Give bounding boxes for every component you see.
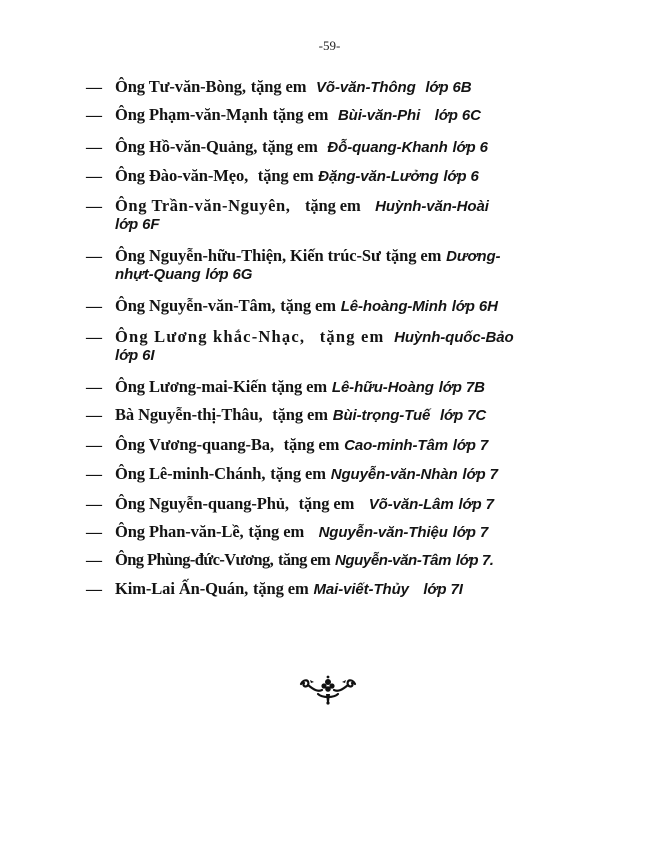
recipient-name: Đỗ-quang-Khanh	[327, 139, 448, 156]
recipient-name: Nguyễn-văn-Nhàn	[330, 466, 458, 483]
class-label: lớp 6	[443, 168, 479, 185]
donor-name: Bà Nguyễn-thị-Thâu,	[115, 405, 263, 424]
donor-name: Ông Nguyễn-văn-Tâm,	[115, 296, 276, 315]
recipient-name: Mai-viết-Thủy	[313, 581, 409, 598]
recipient-name: Võ-văn-Lâm	[368, 496, 454, 513]
donation-verb: tặng em	[272, 405, 328, 424]
donation-verb: tặng em	[298, 494, 355, 513]
recipient-name: Dương-	[446, 248, 501, 265]
em-dash: —	[86, 139, 102, 156]
donor-name: Ông Lương khắc-Nhạc,	[115, 327, 306, 346]
class-label: lớp 7.	[455, 552, 494, 569]
list-item	[86, 579, 562, 598]
class-label: lớp 7I	[423, 581, 463, 598]
donor-name: Ông Phùng-đức-Vương,	[115, 550, 274, 569]
class-label: lớp 6	[452, 139, 488, 156]
recipient-name: Huỳnh-quốc-Bảo	[394, 329, 514, 346]
donation-verb: tặng em	[283, 435, 340, 454]
class-label: lớp 6G	[205, 266, 253, 283]
class-label: lớp 6H	[451, 298, 498, 315]
donor-name: Ông Đào-văn-Mẹo,	[115, 166, 249, 185]
list-item	[86, 196, 562, 234]
em-dash: —	[86, 329, 102, 346]
em-dash: —	[86, 581, 102, 598]
em-dash: —	[86, 437, 102, 454]
recipient-name: Lê-hữu-Hoàng	[331, 379, 434, 396]
list-item	[86, 464, 562, 483]
floral-ornament-icon	[296, 672, 360, 706]
recipient-name: Huỳnh-văn-Hoài	[375, 198, 489, 215]
list-item	[86, 327, 562, 365]
list-item	[86, 435, 562, 454]
donation-verb: tặng em	[319, 327, 385, 346]
class-label: lớp 6C	[434, 107, 481, 124]
recipient-name: Nguyễn-văn-Thiệu	[318, 524, 448, 541]
page-number: -59-	[318, 38, 341, 53]
donation-verb: tặng em	[262, 137, 318, 156]
donation-verb: tặng em	[385, 246, 442, 265]
donor-name: Ông Phan-văn-Lề,	[115, 522, 244, 541]
list-item	[86, 105, 562, 124]
donation-verb: tặng em	[270, 464, 326, 483]
donor-name: Ông Phạm-văn-Mạnh	[115, 105, 268, 124]
donor-name: Ông Lê-minh-Chánh,	[115, 464, 266, 483]
donation-verb: tặng em	[280, 296, 336, 315]
donor-name: Ông Nguyễn-quang-Phủ,	[115, 494, 289, 513]
class-label: lớp 6B	[425, 79, 472, 96]
recipient-name: Cao-minh-Tâm	[344, 437, 448, 454]
em-dash: —	[86, 466, 102, 483]
recipient-name: Võ-văn-Thông	[316, 79, 416, 96]
class-label: lớp 6I	[115, 347, 155, 364]
donor-name: Ông Tư-văn-Bòng,	[115, 77, 246, 96]
recipient-name: Đặng-văn-Lưởng	[318, 168, 439, 185]
list-item	[86, 377, 562, 396]
donation-verb: tặng em	[272, 105, 329, 124]
donation-verb: tặng em	[305, 196, 361, 215]
class-label: lớp 7	[462, 466, 498, 483]
donor-name: Ông Lương-mai-Kiến	[115, 377, 267, 396]
em-dash: —	[86, 407, 102, 424]
list-item	[86, 166, 562, 185]
donor-name: Ông Vương-quang-Ba,	[115, 435, 274, 454]
donation-verb: tặng em	[257, 166, 314, 185]
donation-verb: tặng em	[250, 77, 307, 96]
list-item	[86, 137, 562, 156]
donation-verb: tặng em	[271, 377, 328, 396]
recipient-name-cont: nhựt-Quang	[115, 266, 201, 283]
em-dash: —	[86, 524, 102, 541]
em-dash: —	[86, 379, 102, 396]
recipient-name: Bùi-trọng-Tuế	[332, 407, 431, 424]
list-item	[86, 494, 562, 513]
recipient-name: Lê-hoàng-Minh	[340, 298, 447, 315]
list-item	[86, 550, 562, 569]
em-dash: —	[86, 298, 102, 315]
list-item	[86, 405, 562, 424]
em-dash: —	[86, 248, 102, 265]
donation-verb: tặng em	[248, 522, 305, 541]
class-label: lớp 7	[452, 524, 489, 541]
donation-verb: tăng em	[277, 550, 331, 569]
em-dash: —	[86, 168, 102, 185]
em-dash: —	[86, 79, 102, 96]
class-label: lớp 7B	[438, 379, 485, 396]
em-dash: —	[86, 552, 102, 569]
class-label: lớp 6F	[115, 216, 160, 233]
em-dash: —	[86, 107, 102, 124]
class-label: lớp 7	[458, 496, 494, 513]
list-item	[86, 296, 562, 315]
donation-verb: tặng em	[253, 579, 309, 598]
class-label: lớp 7C	[439, 407, 487, 424]
em-dash: —	[86, 198, 102, 215]
list-item	[86, 522, 562, 541]
class-label: lớp 7	[452, 437, 489, 454]
donor-name: Ông Nguyễn-hữu-Thiện, Kiến trúc-Sư	[115, 246, 381, 265]
em-dash: —	[86, 496, 102, 513]
recipient-name: Bùi-văn-Phi	[337, 107, 421, 124]
donor-name: Ông Hồ-văn-Quảng,	[115, 137, 258, 156]
recipient-name: Nguyễn-văn-Tâm	[334, 552, 452, 569]
list-item	[86, 77, 562, 96]
list-item	[86, 246, 562, 284]
donor-name: Ông Trần-văn-Nguyên,	[115, 196, 291, 215]
donor-name: Kim-Lai Ấn-Quán,	[115, 579, 249, 598]
